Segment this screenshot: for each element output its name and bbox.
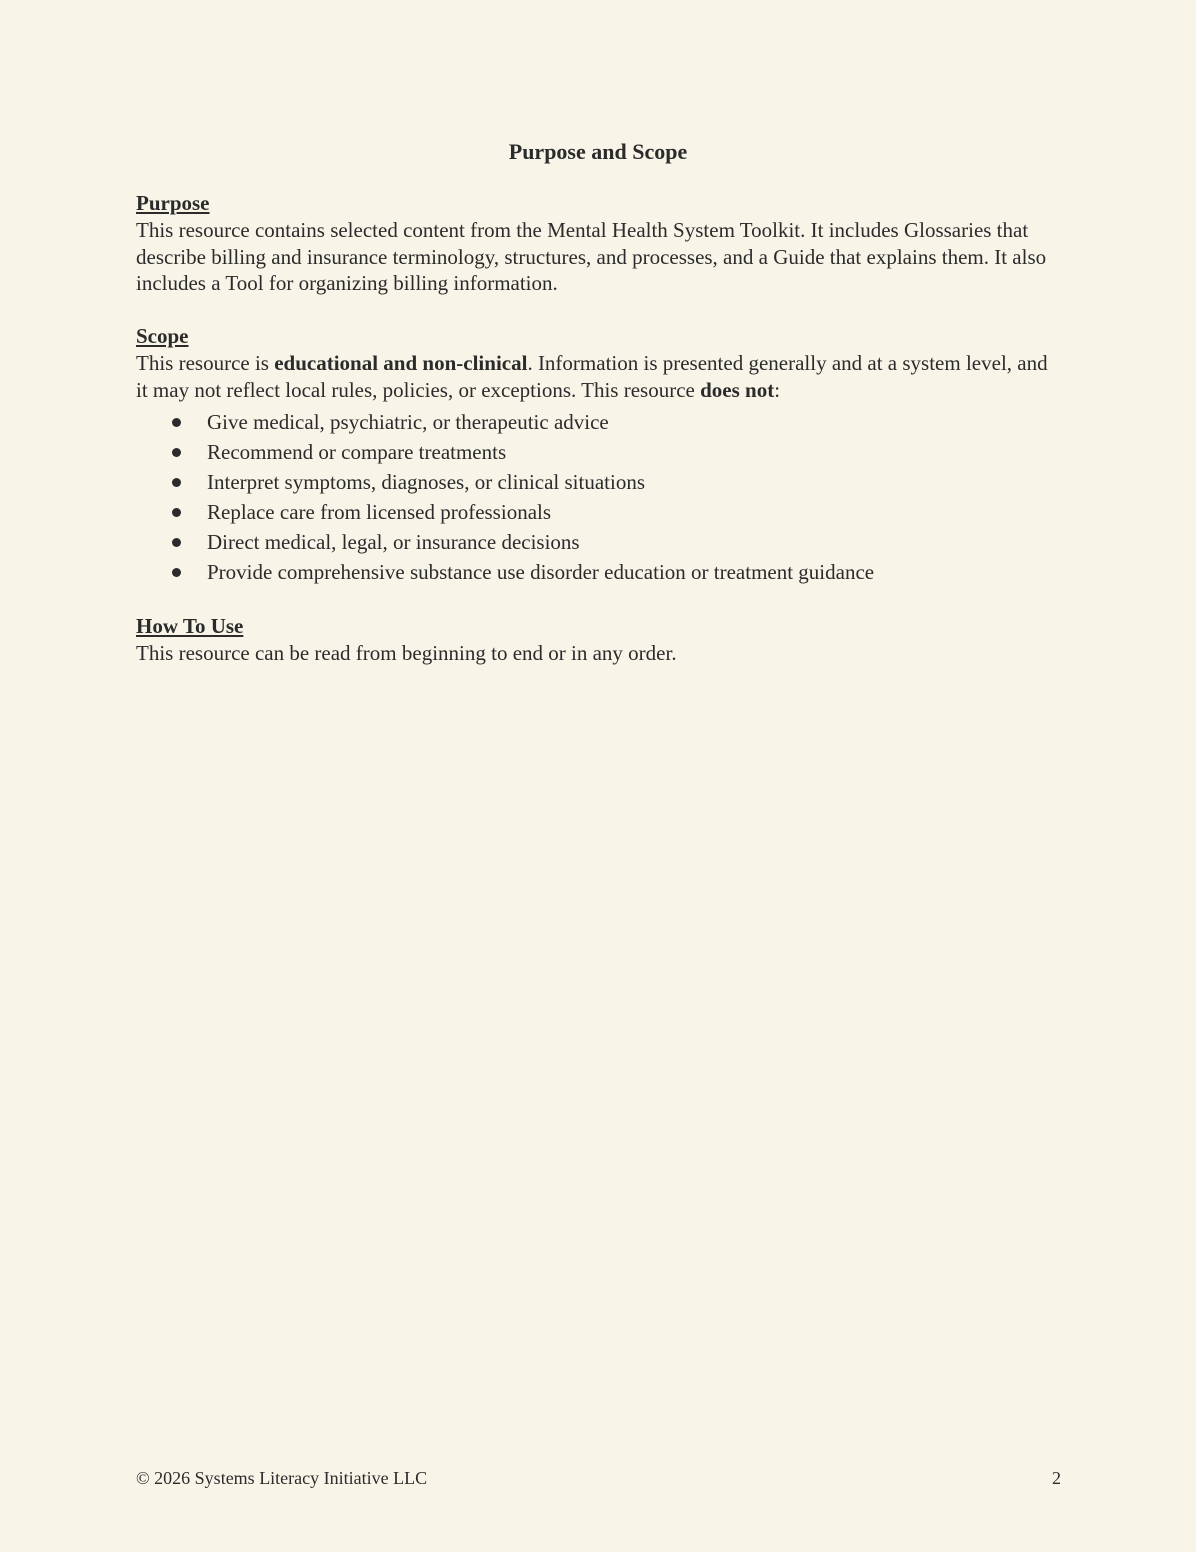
list-item-text: Give medical, psychiatric, or therapeutic advice [207,409,609,434]
list-item-text: Provide comprehensive substance use disorder education or treatment guidance [207,559,875,584]
list-item-text: Replace care from licensed professionals [207,499,552,524]
scope-paragraph [136,350,1056,403]
bullet-icon [172,448,181,457]
scope-text-middle: . Information is presented generally and at a system level, and it may not reflect local rules, policies, or exceptions. This resource [136,351,1048,402]
list-item-text: Interpret symptoms, diagnoses, or clinical situations [207,469,646,494]
list-item-text: Direct medical, legal, or insurance decisions [207,529,580,554]
purpose-paragraph: This resource contains selected content from the Mental Health System Toolkit. It includes Glossaries that describe billing and insurance terminology, structures, and processes, and a Guide that explains them. It also includes a Tool for organizing billing information. [136,218,1047,296]
list-item [136,497,1056,527]
page-number: 2 [1052,1468,1061,1488]
list-item [136,467,1056,497]
document-body [136,190,1056,666]
page-title: Purpose and Scope [508,139,688,164]
list-item [136,557,1056,587]
list-item-text: Recommend or compare treatments [207,439,507,464]
scope-text-start: This resource is [136,351,275,376]
bullet-icon [172,478,181,487]
purpose-heading: Purpose [136,191,210,215]
scope-bold-educational: educational and non-clinical [274,351,528,376]
bullet-icon [172,568,181,577]
bullet-icon [172,508,181,517]
list-item [136,437,1056,467]
scope-text-end: : [774,377,781,402]
list-item [136,527,1056,557]
how-to-use-paragraph: This resource can be read from beginning to end or in any order. [136,640,677,665]
list-item [136,407,1056,437]
footer-copyright: © 2026 Systems Literacy Initiative LLC [136,1468,428,1488]
how-to-use-heading: How To Use [136,613,244,638]
bullet-icon [172,538,181,547]
scope-bold-does-not: does not [700,377,775,402]
scope-list [136,407,1056,587]
bullet-icon [172,418,181,427]
scope-heading: Scope [136,324,189,349]
